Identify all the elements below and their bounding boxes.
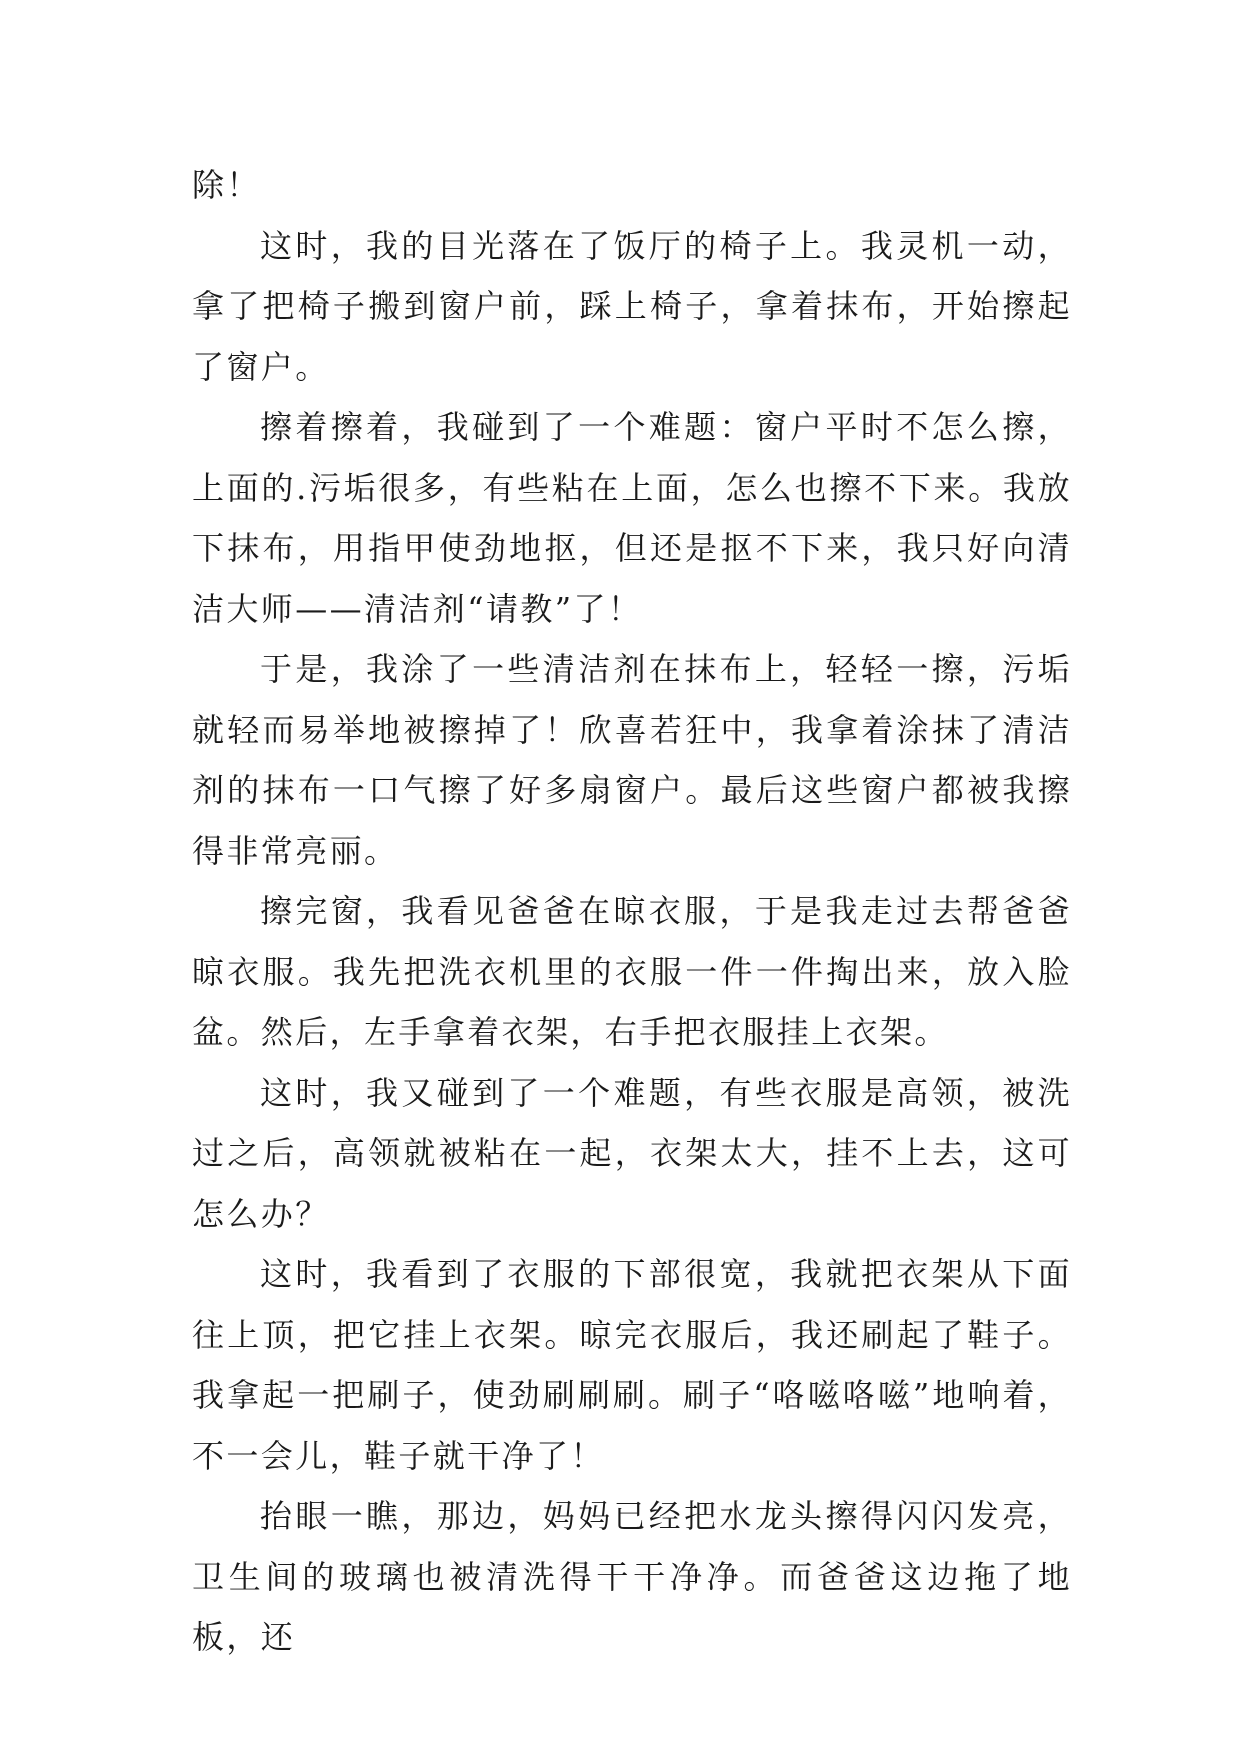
paragraph: 于是，我涂了一些清洁剂在抹布上，轻轻一擦，污垢就轻而易举地被擦掉了！欣喜若狂中，我拿着涂抹了清洁剂的抹布一口气擦了好多扇窗户。最后这些窗户都被我擦得非常亮丽。 <box>192 650 1072 870</box>
paragraph: 这时，我又碰到了一个难题，有些衣服是高领，被洗过之后，高领就被粘在一起，衣架太大，挂不上去，这可怎么办？ <box>192 1073 1072 1233</box>
paragraph: 抬眼一瞧，那边，妈妈已经把水龙头擦得闪闪发亮，卫生间的玻璃也被清洗得干干净净。而爸爸这边拖了地板，还 <box>192 1497 1072 1656</box>
paragraph: 擦完窗，我看见爸爸在晾衣服，于是我走过去帮爸爸晾衣服。我先把洗衣机里的衣服一件一件掏出来，放入脸盆。然后，左手拿着衣架，右手把衣服挂上衣架。 <box>192 892 1072 1051</box>
paragraph: 这时，我看到了衣服的下部很宽，我就把衣架从下面往上顶，把它挂上衣架。晾完衣服后，我还刷起了鞋子。我拿起一把刷子，使劲刷刷刷。刷子“咯嗞咯嗞”地响着，不一会儿，鞋子就干净了！ <box>192 1255 1072 1475</box>
document-body <box>192 155 1072 1668</box>
paragraph: 这时，我的目光落在了饭厅的椅子上。我灵机一动，拿了把椅子搬到窗户前，踩上椅子，拿着抹布，开始擦起了窗户。 <box>192 226 1072 386</box>
paragraph-continuation: 除！ <box>192 166 261 204</box>
paragraph: 擦着擦着，我碰到了一个难题：窗户平时不怎么擦，上面的.污垢很多，有些粘在上面，怎么也擦不下来。我放下抹布，用指甲使劲地抠，但还是抠不下来，我只好向清洁大师——清洁剂“请教”了！ <box>192 408 1072 628</box>
